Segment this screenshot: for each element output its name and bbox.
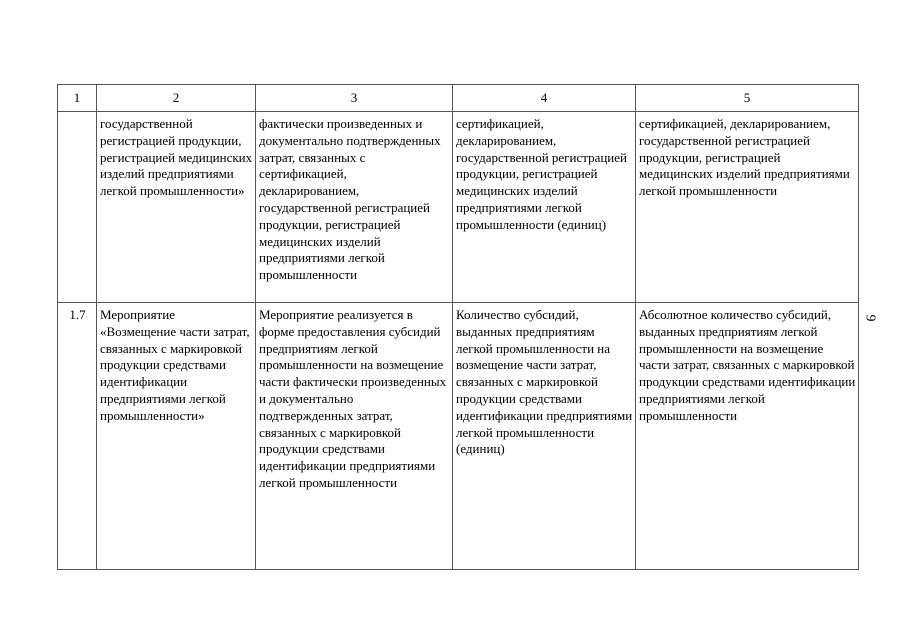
indicator-cell: Количество субсидий, выданных предприятиям легкой промышленности на возмещение части затрат, связанных с маркировкой продукции средствами идентификации предприятиями легкой промышленности (единиц) [453,303,636,570]
description-cell: Мероприятие реализуется в форме предоставления субсидий предприятиям легкой промышленности на возмещение части фактически произведенных и документально подтвержденных затрат, связанных с маркировкой продукции средствами идентификации предприятиями легкой промышленности [256,303,453,570]
header-col-3: 3 [256,85,453,112]
indicator-cell: сертификацией, декларированием, государственной регистрацией продукции, регистрацией медицинских изделий предприятиями легкой промышленности (единиц) [453,112,636,303]
header-col-1: 1 [58,85,97,112]
measure-name-cell: Мероприятие «Возмещение части затрат, связанных с маркировкой продукции средствами идентификации предприятиями легкой промышленности» [97,303,256,570]
header-col-4: 4 [453,85,636,112]
method-cell: Абсолютное количество субсидий, выданных предприятиям легкой промышленности на возмещение части затрат, связанных с маркировкой продукции средствами идентификации предприятиями легкой промышленности [636,303,859,570]
header-row [58,85,859,112]
measure-name-cell: государственной регистрацией продукции, регистрацией медицинских изделий предприятиями легкой промышленности» [97,112,256,303]
page-number: 9 [862,314,878,322]
table-row [58,303,859,570]
row-number-cell [58,112,97,303]
row-number-cell: 1.7 [58,303,97,570]
method-cell: сертификацией, декларированием, государственной регистрацией продукции, регистрацией медицинских изделий предприятиями легкой промышленности [636,112,859,303]
document-table [57,84,859,570]
header-col-2: 2 [97,85,256,112]
header-col-5: 5 [636,85,859,112]
description-cell: фактически произведенных и документально подтвержденных затрат, связанных с сертификацией, декларированием, государственной регистрацией продукции, регистрацией медицинских изделий предприятиями легкой промышленности [256,112,453,303]
table-row [58,112,859,303]
